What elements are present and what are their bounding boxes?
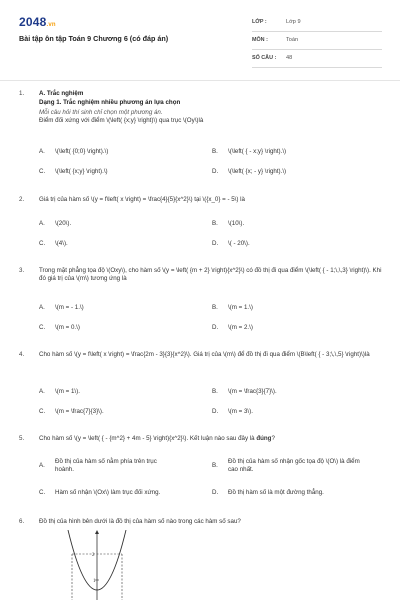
question-text: Giá trị của hàm số \(y = f\left( x \right) = \frac{4}{5}{x^2}\) tại \({x_0} = - 5\) là — [39, 196, 245, 203]
question-number: 1. — [19, 90, 25, 97]
option-letter: B. — [212, 148, 218, 155]
question-number: 5. — [19, 435, 25, 442]
question-body — [39, 90, 382, 125]
option-text: \(m = - 1.\) — [55, 304, 84, 311]
option-d[interactable] — [212, 324, 253, 332]
option-letter: A. — [39, 220, 45, 227]
question-body — [39, 435, 382, 443]
document-header — [0, 0, 400, 78]
option-text: \(\left( {x;y} \right).\) — [55, 168, 108, 175]
question-text-main: Cho hàm số \(y = \left( { - {m^2} + 4m - 5} \right){x^2}\). Kết luận nào sau đây là — [39, 435, 257, 442]
question-text: Cho hàm số \(y = f\left( x \right) = \frac{2m - 3}{3}{x^2}\). Giá trị của \(m\) để đồ thị đi qua điểm \(B\left( { - 3;\,\,5} \right)\)là — [39, 351, 370, 358]
question-body — [39, 196, 382, 204]
option-b[interactable] — [212, 220, 244, 228]
option-letter: A. — [39, 148, 45, 155]
option-c[interactable] — [39, 408, 104, 416]
option-letter: D. — [212, 240, 219, 247]
meta-key: SỐ CÂU : — [252, 54, 277, 61]
option-letter: B. — [212, 304, 218, 311]
option-letter: B. — [212, 388, 218, 395]
option-text: \(\left( { - x;y} \right).\) — [228, 148, 287, 155]
site-logo[interactable] — [19, 14, 56, 30]
meta-row-count — [252, 50, 382, 68]
meta-row-grade — [252, 14, 382, 32]
option-b[interactable] — [212, 304, 253, 312]
option-letter: D. — [212, 408, 219, 415]
option-letter: B. — [212, 220, 218, 227]
option-a[interactable] — [39, 148, 108, 156]
option-text: \(m = 2.\) — [228, 324, 253, 331]
option-letter: C. — [39, 240, 46, 247]
meta-value: 48 — [286, 54, 293, 61]
option-text: \(m = \frac{7}{3}\). — [55, 408, 104, 415]
section-subtitle: Dạng 1. Trắc nghiệm nhiều phương án lựa chọn — [39, 99, 181, 107]
option-letter: C. — [39, 168, 46, 175]
question-5 — [0, 435, 400, 505]
question-body — [39, 351, 382, 359]
question-number: 6. — [19, 518, 25, 525]
header-divider — [0, 80, 400, 81]
option-text: Đồ thị của hàm số nằm phía trên trục hoành. — [55, 458, 157, 474]
option-text: \( - 20\). — [228, 240, 250, 247]
meta-key: LỚP : — [252, 18, 267, 25]
option-letter: D. — [212, 324, 219, 331]
question-text: Đồ thị của hình bên dưới là đồ thị của hàm số nào trong các hàm số sau? — [39, 518, 241, 525]
meta-key: MÔN : — [252, 36, 268, 43]
question-text — [39, 435, 382, 443]
option-letter: D. — [212, 168, 219, 175]
section-title: A. Trắc nghiệm — [39, 90, 84, 97]
option-text: \(m = 0.\) — [55, 324, 80, 331]
question-1 — [0, 90, 400, 175]
option-a[interactable] — [39, 388, 80, 396]
logo-suffix: .vn — [46, 22, 56, 28]
meta-value: Toán — [286, 36, 299, 43]
option-c[interactable] — [39, 324, 80, 332]
option-text: Hàm số nhận \(Ox\) làm trục đối xứng. — [55, 489, 161, 496]
y-tick-label-1: 1 — [93, 579, 96, 584]
question-number: 4. — [19, 351, 25, 358]
option-d[interactable] — [212, 168, 286, 176]
option-text: \(m = 1\). — [55, 388, 80, 395]
option-d[interactable] — [212, 240, 250, 248]
document-title: Bài tập ôn tập Toán 9 Chương 6 (có đáp án) — [19, 34, 169, 43]
option-letter: A. — [39, 462, 45, 469]
option-text: \(m = 1.\) — [228, 304, 253, 311]
option-text: \(m = 3\). — [228, 408, 253, 415]
question-number: 3. — [19, 267, 25, 274]
option-letter: C. — [39, 489, 46, 496]
option-a[interactable] — [39, 304, 84, 312]
y-axis-arrow — [95, 530, 99, 534]
question-2 — [0, 196, 400, 256]
option-a[interactable] — [39, 220, 71, 228]
parabola-graph — [50, 530, 150, 600]
question-body — [39, 267, 382, 284]
question-number: 2. — [19, 196, 25, 203]
option-b[interactable] — [212, 148, 286, 156]
meta-table — [252, 14, 382, 68]
option-b[interactable] — [212, 458, 382, 475]
option-text: \(10\). — [228, 220, 245, 227]
option-letter: D. — [212, 489, 219, 496]
section-note: Mỗi câu hỏi thí sinh chỉ chọn một phương án. — [39, 108, 163, 116]
question-text: Điểm đối xứng với điểm \(\left( {x;y} \right)\) qua trục \(Oy\)là — [39, 117, 204, 125]
option-letter: A. — [39, 388, 45, 395]
option-text: \(m = \frac{3}{7}\). — [228, 388, 277, 395]
meta-value: Lớp 9 — [286, 18, 301, 25]
question-text-end: ? — [271, 435, 275, 442]
option-d[interactable] — [212, 408, 253, 416]
option-text: \(4\). — [55, 240, 68, 247]
option-text: \(20\). — [55, 220, 72, 227]
option-text: Đồ thị của hàm số nhận gốc tọa độ \(O\) là điểm cao nhất. — [228, 458, 360, 474]
option-text: \(\left( {x; - y} \right).\) — [228, 168, 287, 175]
option-letter: C. — [39, 324, 46, 331]
option-text: Đồ thị hàm số là một đường thẳng. — [228, 489, 324, 496]
option-d[interactable] — [212, 489, 324, 497]
option-b[interactable] — [212, 388, 277, 396]
logo-text: 2048 — [19, 15, 47, 29]
option-letter: C. — [39, 408, 46, 415]
question-text-emphasis: đúng — [256, 435, 272, 442]
question-text: Trong mặt phẳng tọa độ \(Oxy\), cho hàm số \(y = \left( {m + 2} \right){x^2}\) có đồ thị đi qua điểm \(\left( { - 1;\,\,3} \right)\). Khi đó giá trị của \(m\) tương ứng là — [39, 267, 382, 283]
question-4 — [0, 351, 400, 421]
y-tick-label-2: 2 — [92, 553, 95, 558]
option-c[interactable] — [39, 240, 68, 248]
meta-row-subject — [252, 32, 382, 50]
option-c[interactable] — [39, 489, 160, 497]
option-letter: B. — [212, 462, 218, 469]
option-c[interactable] — [39, 168, 108, 176]
option-text: \(\left( {0;0} \right).\) — [55, 148, 109, 155]
question-body — [39, 518, 382, 526]
option-letter: A. — [39, 304, 45, 311]
question-3 — [0, 267, 400, 337]
option-a[interactable] — [39, 458, 199, 475]
